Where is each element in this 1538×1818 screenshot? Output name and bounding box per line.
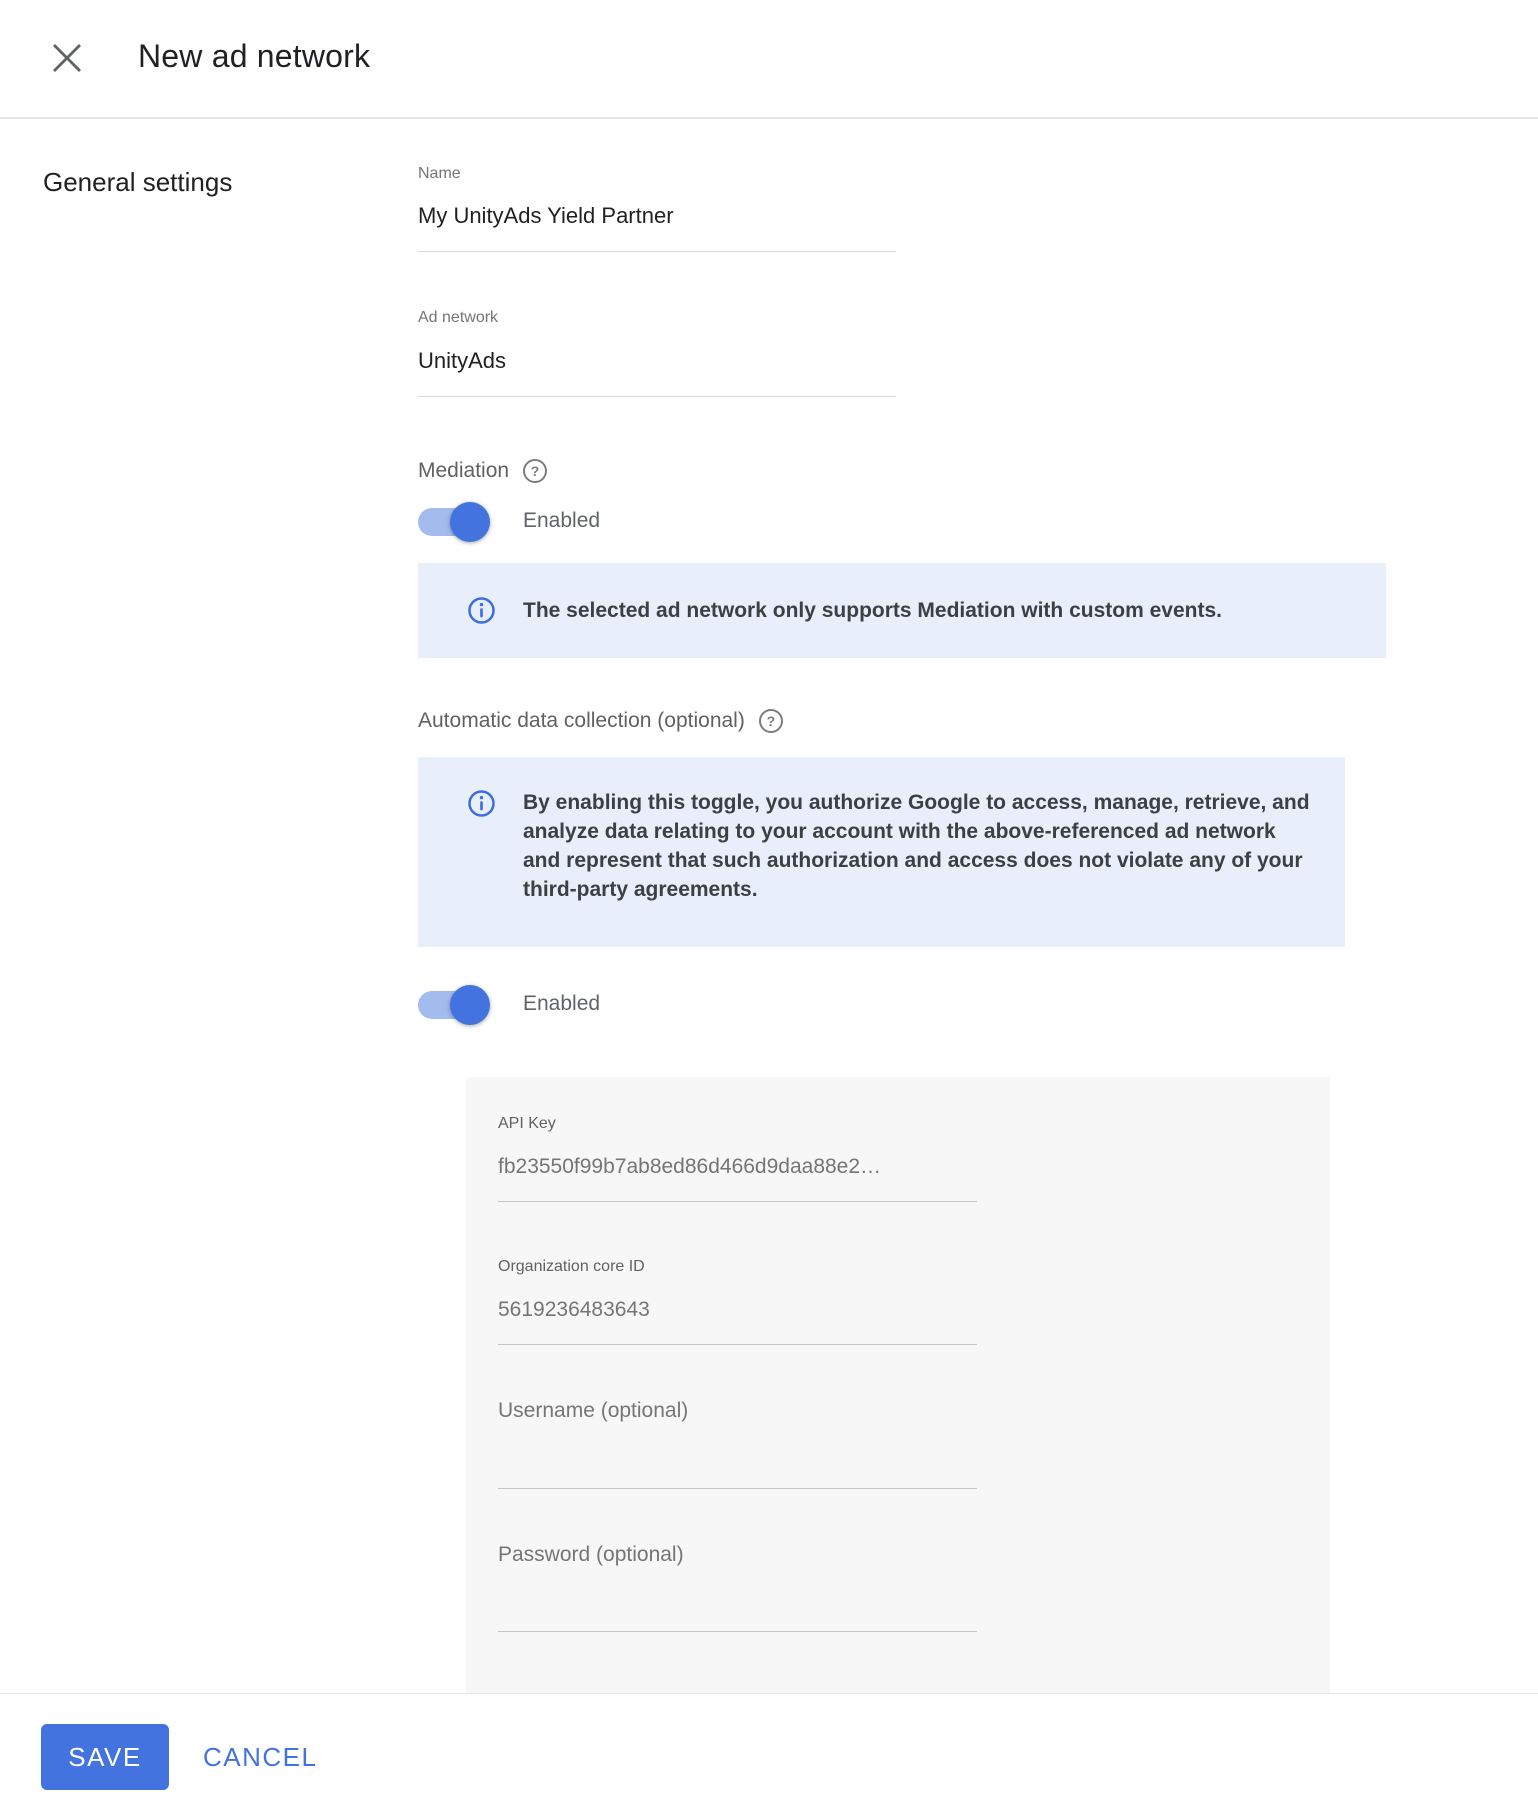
mediation-banner-text: The selected ad network only supports Mediation with custom events. [523,599,1222,622]
credentials-panel [466,1077,1330,1693]
auto-data-collection-info-banner [418,757,1345,947]
auto-data-collection-toggle-state: Enabled [523,992,601,1015]
ad-network-field-label: Ad network [418,309,499,326]
ad-network-field-underline [418,396,896,397]
toggle-thumb [450,502,490,542]
auto-data-collection-label: Automatic data collection (optional) [418,709,745,732]
mediation-label: Mediation [418,459,510,482]
api-key-value[interactable]: fb23550f99b7ab8ed86d466d9daa88e2… [498,1155,882,1178]
auto-data-collection-label-row [418,709,783,733]
mediation-toggle[interactable] [418,502,508,542]
dialog-header [0,0,1538,119]
api-key-label: API Key [498,1115,556,1132]
name-field-label: Name [418,165,461,182]
page-title: New ad network [138,38,371,74]
org-core-id-value[interactable]: 5619236483643 [498,1298,650,1321]
username-field-label: Username (optional) [498,1399,689,1422]
org-core-id-underline [498,1344,977,1345]
help-icon[interactable]: ? [759,709,783,733]
auto-data-collection-toggle[interactable] [418,985,508,1025]
close-icon[interactable] [50,41,84,75]
toggle-thumb [450,985,490,1025]
name-field-underline [418,251,896,252]
cancel-button[interactable]: CANCEL [203,1741,318,1772]
auto-data-collection-banner-text: By enabling this toggle, you authorize Google to access, manage, retrieve, and analyze data relating to your account with the above-referenced ad network and represent that such authorization and access does not violate any of your third-party agreements. [523,791,1310,901]
ad-network-field-value[interactable]: UnityAds [418,348,507,373]
password-field-label: Password (optional) [498,1543,684,1566]
info-icon [467,596,496,625]
help-icon[interactable]: ? [523,459,547,483]
info-icon [467,789,496,818]
save-button[interactable]: SAVE [41,1724,169,1790]
password-field-underline[interactable] [498,1631,977,1632]
mediation-info-banner [418,563,1386,658]
name-field-value[interactable]: My UnityAds Yield Partner [418,203,674,228]
general-settings-heading: General settings [43,167,233,197]
username-field-underline[interactable] [498,1488,977,1489]
mediation-toggle-state: Enabled [523,509,601,532]
api-key-underline [498,1201,977,1202]
mediation-label-row [418,459,547,483]
footer-divider [0,1693,1538,1694]
org-core-id-label: Organization core ID [498,1258,645,1275]
